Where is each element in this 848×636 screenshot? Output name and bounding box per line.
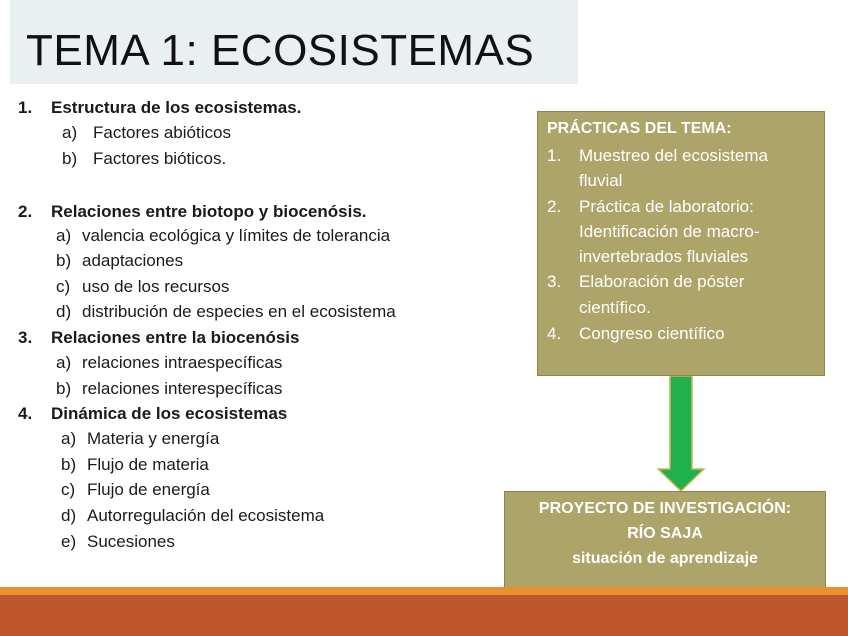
practicas-heading: PRÁCTICAS DEL TEMA:: [547, 120, 732, 137]
down-arrow-icon: [657, 376, 707, 492]
proyecto-river: RÍO SAJA: [627, 525, 703, 542]
subitem: [56, 250, 183, 272]
subitem: [56, 352, 282, 374]
subitem-text: relaciones interespecíficas: [82, 379, 283, 398]
practica-text: Muestreo del ecosistema: [579, 146, 768, 165]
subitem: [62, 148, 226, 170]
section-4: [18, 403, 287, 425]
section-title: Estructura de los ecosistemas.: [51, 98, 302, 117]
subitem-letter: d): [56, 302, 72, 321]
subitem-text: Flujo de materia: [87, 455, 209, 474]
subitem-letter: b): [56, 379, 72, 398]
footer-stripe-orange: [0, 587, 848, 595]
subitem: [61, 479, 210, 501]
subitem: [61, 505, 324, 527]
practicas-box: [537, 111, 825, 376]
subitem: [61, 428, 219, 450]
practica-number: 2.: [547, 197, 562, 216]
section-3: [18, 327, 299, 349]
subitem-text: Factores bióticos.: [93, 149, 227, 168]
section-number: 4.: [18, 404, 33, 423]
practica-text: Identificación de macro-: [579, 222, 760, 241]
subitem-text: uso de los recursos: [82, 277, 230, 296]
subitem: [56, 301, 396, 323]
subitem-letter: a): [56, 226, 72, 245]
subitem-letter: c): [56, 277, 71, 296]
subitem: [56, 276, 229, 298]
practica-text: científico.: [579, 298, 651, 317]
practica-number: 4.: [547, 324, 562, 343]
practica-text: invertebrados fluviales: [579, 247, 749, 266]
section-2: [18, 201, 367, 223]
practica-text: Congreso científico: [579, 324, 725, 343]
subitem-letter: b): [56, 251, 72, 270]
subitem-letter: d): [61, 506, 77, 525]
subitem: [61, 454, 209, 476]
section-number: 3.: [18, 328, 33, 347]
subitem-text: adaptaciones: [82, 251, 184, 270]
subitem-letter: b): [62, 149, 78, 168]
section-title: Dinámica de los ecosistemas: [51, 404, 288, 423]
subitem-letter: a): [61, 429, 77, 448]
slide-title: TEMA 1: ECOSISTEMAS: [26, 26, 535, 75]
subitem-letter: b): [61, 455, 77, 474]
practica-number: 3.: [547, 272, 562, 291]
proyecto-title: PROYECTO DE INVESTIGACIÓN:: [538, 500, 792, 517]
subitem-text: Sucesiones: [87, 532, 175, 551]
subitem: [61, 531, 175, 553]
section-number: 1.: [18, 98, 33, 117]
section-title: Relaciones entre la biocenósis: [51, 328, 300, 347]
practica-text: Práctica de laboratorio:: [579, 197, 754, 216]
subitem-text: Autorregulación del ecosistema: [87, 506, 325, 525]
proyecto-box: [504, 491, 826, 601]
subitem-text: Factores abióticos: [93, 123, 231, 142]
section-number: 2.: [18, 202, 33, 221]
subitem-letter: e): [61, 532, 77, 551]
footer-stripe-red: [0, 595, 848, 636]
subitem: [56, 378, 282, 400]
subitem-text: distribución de especies en el ecosistema: [82, 302, 396, 321]
subitem-text: relaciones intraespecíficas: [82, 353, 283, 372]
practica-text: Elaboración de póster: [579, 272, 745, 291]
subitem: [62, 122, 231, 144]
subitem-text: valencia ecológica y límites de tolerancia: [82, 226, 391, 245]
proyecto-subtitle: situación de aprendizaje: [572, 550, 758, 567]
subitem-letter: a): [56, 353, 72, 372]
practica-number: 1.: [547, 146, 562, 165]
subitem-text: Flujo de energía: [87, 480, 210, 499]
subitem-text: Materia y energía: [87, 429, 220, 448]
subitem-letter: c): [61, 480, 76, 499]
subitem: [56, 225, 390, 247]
section-title: Relaciones entre biotopo y biocenósis.: [51, 202, 367, 221]
section-1: [18, 97, 301, 119]
practica-text: fluvial: [579, 171, 623, 190]
subitem-letter: a): [62, 123, 78, 142]
